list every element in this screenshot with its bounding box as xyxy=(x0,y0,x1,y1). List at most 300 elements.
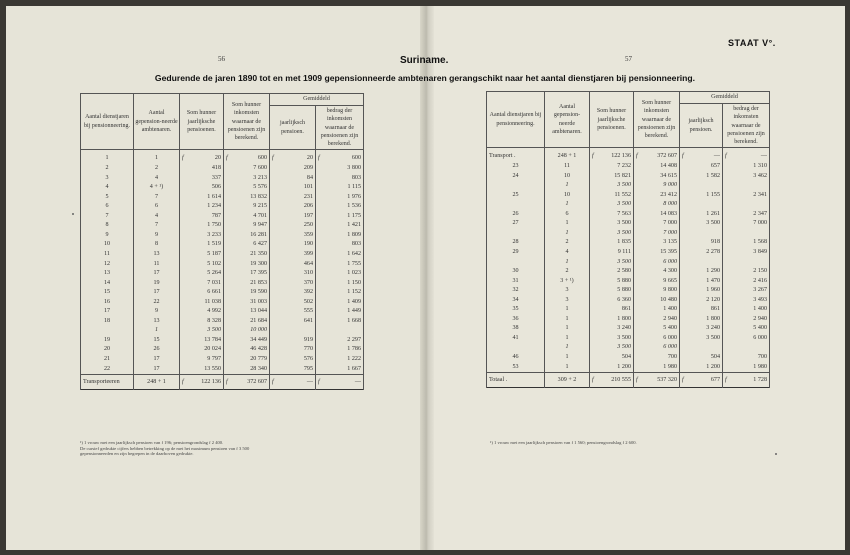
cell-inkomsten xyxy=(224,326,270,336)
cell-gem-pensioen-value: 502 xyxy=(303,298,313,305)
cell-ambtenaren-value: 17 xyxy=(153,289,160,296)
staat-label: STAAT V°. xyxy=(728,38,776,48)
cell-gem-pensioen-value: 1 960 xyxy=(706,287,720,294)
cell-gem-pensioen xyxy=(680,162,723,172)
cell-inkomsten xyxy=(634,172,680,182)
cell-inkomsten-value: 1 400 xyxy=(663,306,677,313)
cell-ambtenaren-value: 9 xyxy=(154,308,159,315)
cell-gem-inkomsten-value: 700 xyxy=(757,353,768,360)
table-row xyxy=(487,200,770,210)
cell-pensioenen-value: 3 500 xyxy=(617,220,631,227)
cell-pensioenen-value: 504 xyxy=(621,353,631,360)
footer-avg_income xyxy=(316,375,364,390)
cell-dienstjaren xyxy=(487,200,545,210)
cell-ambtenaren-value: 1 xyxy=(565,182,569,189)
cell-pensioenen-value: 1 234 xyxy=(207,203,221,210)
header-dienstjaren: Aantal dienstjaren bij pensionneering. xyxy=(487,92,545,148)
cell-pensioenen-value: 4 992 xyxy=(207,308,221,315)
cell-dienstjaren-value: 24 xyxy=(512,172,519,179)
cell-ambtenaren-value: 4 + ¹) xyxy=(149,184,164,191)
cell-dienstjaren-value: 27 xyxy=(512,220,519,227)
cell-gem-inkomsten xyxy=(316,288,364,298)
cell-gem-pensioen xyxy=(270,193,316,203)
cell-inkomsten-value: 31 003 xyxy=(250,298,267,305)
cell-inkomsten-value: 21 350 xyxy=(250,250,267,257)
cell-pensioenen xyxy=(590,258,634,268)
cell-gem-pensioen-value: 861 xyxy=(710,306,720,313)
table-row xyxy=(81,365,364,375)
cell-gem-inkomsten-value: 803 xyxy=(351,174,362,181)
cell-pensioenen-value: 6 360 xyxy=(617,296,631,303)
cell-gem-inkomsten xyxy=(723,286,770,296)
cell-inkomsten-value: 4 701 xyxy=(253,212,267,219)
cell-pensioenen xyxy=(590,277,634,287)
cell-gem-inkomsten xyxy=(723,296,770,306)
cell-gem-pensioen xyxy=(680,258,723,268)
cell-gem-inkomsten xyxy=(723,258,770,268)
cell-ambtenaren xyxy=(545,238,590,248)
cell-dienstjaren xyxy=(81,150,134,164)
cell-gem-inkomsten xyxy=(723,172,770,182)
cell-dienstjaren xyxy=(81,355,134,365)
cell-pensioenen-value: 20 xyxy=(214,155,221,162)
cell-inkomsten-value: 6 000 xyxy=(663,344,677,351)
cell-pensioenen xyxy=(590,210,634,220)
cell-ambtenaren-value: 7 xyxy=(154,193,159,200)
cell-pensioenen-value: 1 835 xyxy=(617,239,631,246)
table-row xyxy=(81,307,364,317)
cell-gem-inkomsten-value: 1 222 xyxy=(347,355,362,362)
cell-pensioenen-value: 5 102 xyxy=(207,260,221,267)
cell-ambtenaren-value: 15 xyxy=(153,336,160,343)
cell-pensioenen xyxy=(180,365,224,375)
cell-ambtenaren-value: 1 xyxy=(565,258,569,265)
cell-gem-inkomsten xyxy=(316,326,364,336)
cell-gem-pensioen-value: 197 xyxy=(303,212,313,219)
table-row xyxy=(81,326,364,336)
table-footer-row xyxy=(487,373,770,388)
cell-gem-pensioen xyxy=(680,238,723,248)
cell-pensioenen xyxy=(590,267,634,277)
page-subtitle: Gedurende de jaren 1890 tot en met 1909 gepensionneerde ambtenaren gerangschikt naar het aantal dienstjaren bij pensionneering. xyxy=(154,73,696,83)
cell-gem-pensioen-value: 795 xyxy=(303,365,313,372)
cell-gem-pensioen-value: 250 xyxy=(303,222,313,229)
cell-inkomsten xyxy=(224,355,270,365)
table-row xyxy=(81,317,364,327)
cell-inkomsten xyxy=(634,181,680,191)
cell-gem-inkomsten xyxy=(723,238,770,248)
cell-pensioenen-value: 3 500 xyxy=(617,182,631,189)
cell-gem-inkomsten-value: 5 400 xyxy=(753,325,768,332)
cell-dienstjaren xyxy=(487,148,545,162)
table-row xyxy=(487,363,770,373)
left-footnote-line: gepensionneerden en zijn begrepen in de daarboven gedrukte. xyxy=(80,451,194,457)
cell-pensioenen xyxy=(180,326,224,336)
cell-inkomsten xyxy=(224,336,270,346)
header-inkomsten: Som hunner inkomsten waarnaar de pensioenen zijn berekend. xyxy=(634,92,680,148)
cell-ambtenaren xyxy=(545,353,590,363)
cell-pensioenen-value: 13 784 xyxy=(204,336,221,343)
footer-income xyxy=(634,373,680,388)
cell-ambtenaren xyxy=(134,231,180,241)
currency-symbol: f xyxy=(682,153,684,160)
cell-inkomsten-value: 46 428 xyxy=(250,346,267,353)
cell-pensioenen xyxy=(590,162,634,172)
footer-count xyxy=(134,375,180,390)
cell-gem-inkomsten xyxy=(316,193,364,203)
cell-gem-inkomsten xyxy=(723,219,770,229)
table-row xyxy=(487,191,770,201)
cell-ambtenaren-value: 3 xyxy=(565,296,569,303)
currency-symbol: f xyxy=(682,377,684,384)
cell-pensioenen xyxy=(180,202,224,212)
cell-dienstjaren-value: 46 xyxy=(512,353,519,360)
cell-dienstjaren xyxy=(81,288,134,298)
cell-pensioenen-value: 6 661 xyxy=(207,289,221,296)
cell-pensioenen-value: 15 821 xyxy=(614,172,631,179)
cell-gem-pensioen xyxy=(270,307,316,317)
cell-ambtenaren-value: 2 xyxy=(565,239,569,246)
cell-dienstjaren xyxy=(487,219,545,229)
cell-gem-inkomsten-value: 1 809 xyxy=(347,231,362,238)
cell-gem-pensioen xyxy=(680,324,723,334)
cell-inkomsten xyxy=(634,191,680,201)
cell-ambtenaren-value: 1 xyxy=(565,201,569,208)
cell-gem-pensioen xyxy=(680,286,723,296)
cell-ambtenaren xyxy=(545,191,590,201)
cell-gem-inkomsten-value: 2 341 xyxy=(753,191,768,198)
cell-ambtenaren xyxy=(134,345,180,355)
table-row xyxy=(81,240,364,250)
cell-inkomsten-value: 6 000 xyxy=(663,258,677,265)
cell-ambtenaren xyxy=(545,343,590,353)
cell-inkomsten xyxy=(224,345,270,355)
cell-pensioenen-value: 7 563 xyxy=(617,210,631,217)
right-page-number: 57 xyxy=(625,55,632,63)
cell-inkomsten xyxy=(224,174,270,184)
cell-dienstjaren-value: 38 xyxy=(512,325,519,332)
currency-symbol: f xyxy=(272,155,274,162)
cell-gem-pensioen-value: 464 xyxy=(303,260,313,267)
table-row xyxy=(81,336,364,346)
cell-gem-inkomsten xyxy=(723,305,770,315)
table-row xyxy=(487,296,770,306)
cell-inkomsten-value: 3 135 xyxy=(663,239,677,246)
cell-inkomsten-value: 600 xyxy=(257,155,267,162)
cell-inkomsten xyxy=(224,365,270,375)
table-row xyxy=(487,305,770,315)
cell-gem-inkomsten-value: 1 421 xyxy=(347,222,362,229)
cell-pensioenen-value: 3 500 xyxy=(617,201,631,208)
cell-ambtenaren xyxy=(545,258,590,268)
cell-pensioenen-value: 5 264 xyxy=(207,270,221,277)
cell-ambtenaren xyxy=(545,210,590,220)
cell-pensioenen xyxy=(180,250,224,260)
cell-dienstjaren xyxy=(487,353,545,363)
left-page-number: 56 xyxy=(218,55,225,63)
cell-gem-pensioen xyxy=(680,172,723,182)
cell-dienstjaren xyxy=(81,212,134,222)
cell-dienstjaren-value: 8 xyxy=(105,222,109,229)
cell-inkomsten xyxy=(224,231,270,241)
cell-gem-pensioen xyxy=(270,250,316,260)
cell-inkomsten xyxy=(224,279,270,289)
cell-pensioenen-value: 2 580 xyxy=(617,268,631,275)
cell-gem-pensioen xyxy=(270,326,316,336)
cell-dienstjaren-value: 32 xyxy=(512,287,519,294)
cell-pensioenen xyxy=(590,305,634,315)
cell-gem-inkomsten xyxy=(723,277,770,287)
cell-gem-inkomsten-value: 2 297 xyxy=(347,336,362,343)
header-pensioenen: Som hunner jaarlijksche pensioenen. xyxy=(590,92,634,148)
cell-gem-pensioen-value: 2 120 xyxy=(706,296,720,303)
header-gemiddeld: Gemiddeld xyxy=(270,94,364,106)
cell-pensioenen xyxy=(590,315,634,325)
cell-inkomsten-value: 4 300 xyxy=(663,268,677,275)
cell-ambtenaren-value: 13 xyxy=(153,250,160,257)
header-gem-pensioen: jaarlijksch pensioen. xyxy=(680,104,723,148)
cell-gem-pensioen-value: 770 xyxy=(303,346,313,353)
cell-inkomsten-value: 2 940 xyxy=(663,315,677,322)
cell-gem-inkomsten xyxy=(316,174,364,184)
cell-gem-pensioen-value: 1 290 xyxy=(706,268,720,275)
currency-symbol: f xyxy=(226,379,228,386)
footer-income-value: 372 607 xyxy=(247,379,267,386)
header-pensioenen: Som hunner jaarlijksche pensioenen. xyxy=(180,94,224,150)
cell-inkomsten-value: 7 000 xyxy=(663,229,677,236)
page-speck xyxy=(72,213,74,215)
cell-gem-pensioen xyxy=(270,288,316,298)
cell-ambtenaren-value: 26 xyxy=(153,346,160,353)
cell-dienstjaren-value: 19 xyxy=(103,336,111,343)
cell-dienstjaren xyxy=(81,365,134,375)
cell-dienstjaren-value: 30 xyxy=(512,268,519,275)
cell-dienstjaren-value: 23 xyxy=(512,163,519,170)
cell-ambtenaren-value: 10 xyxy=(563,191,571,198)
cell-dienstjaren xyxy=(487,343,545,353)
cell-gem-pensioen-value: 657 xyxy=(710,163,720,170)
left-table-body xyxy=(81,150,364,390)
cell-inkomsten-value: 23 412 xyxy=(660,191,677,198)
cell-inkomsten xyxy=(224,298,270,308)
cell-inkomsten-value: 3 213 xyxy=(253,174,267,181)
cell-inkomsten xyxy=(634,296,680,306)
cell-pensioenen-value: 3 233 xyxy=(207,231,221,238)
table-row xyxy=(81,174,364,184)
cell-dienstjaren xyxy=(81,202,134,212)
table-row xyxy=(81,183,364,193)
cell-inkomsten xyxy=(224,288,270,298)
cell-ambtenaren xyxy=(545,248,590,258)
table-row xyxy=(487,219,770,229)
cell-dienstjaren xyxy=(487,210,545,220)
cell-inkomsten xyxy=(224,240,270,250)
cell-inkomsten xyxy=(224,307,270,317)
cell-ambtenaren-value: 1 xyxy=(565,344,569,351)
cell-gem-inkomsten-value: 1 755 xyxy=(347,260,362,267)
cell-gem-pensioen-value: 3 500 xyxy=(706,220,720,227)
cell-pensioenen-value: 1 800 xyxy=(617,315,631,322)
cell-gem-pensioen xyxy=(270,231,316,241)
cell-inkomsten-value: 13 044 xyxy=(250,308,267,315)
cell-ambtenaren xyxy=(545,286,590,296)
footer-count xyxy=(545,373,590,388)
cell-inkomsten xyxy=(224,193,270,203)
cell-inkomsten xyxy=(224,260,270,270)
cell-inkomsten-value: 20 779 xyxy=(250,355,267,362)
cell-pensioenen xyxy=(180,336,224,346)
table-row xyxy=(81,250,364,260)
cell-dienstjaren xyxy=(487,363,545,373)
cell-gem-pensioen-value: 919 xyxy=(303,336,313,343)
cell-pensioenen-value: 861 xyxy=(621,306,631,313)
header-gemiddeld: Gemiddeld xyxy=(680,92,770,104)
cell-gem-pensioen xyxy=(680,248,723,258)
cell-pensioenen-value: 3 240 xyxy=(617,325,631,332)
cell-ambtenaren xyxy=(134,307,180,317)
right-footnote-line: ¹) 1 vrouw met een jaarlijksch pensioen van f 1 560; pensioengrondslag f 2 600. xyxy=(490,440,637,445)
cell-gem-pensioen-value: 392 xyxy=(303,289,313,296)
cell-ambtenaren xyxy=(545,296,590,306)
cell-gem-inkomsten-value: 1 310 xyxy=(753,163,768,170)
cell-gem-pensioen xyxy=(680,334,723,344)
cell-gem-inkomsten-value: 803 xyxy=(351,241,362,248)
cell-inkomsten xyxy=(634,363,680,373)
cell-gem-inkomsten xyxy=(723,363,770,373)
cell-dienstjaren xyxy=(487,181,545,191)
cell-pensioenen xyxy=(590,353,634,363)
cell-pensioenen xyxy=(180,221,224,231)
cell-gem-inkomsten xyxy=(316,269,364,279)
footer-income-value: 537 320 xyxy=(657,377,677,384)
footer-income xyxy=(224,375,270,390)
cell-gem-inkomsten-value: 2 150 xyxy=(753,268,768,275)
currency-symbol: f xyxy=(226,155,228,162)
cell-inkomsten-value: 28 340 xyxy=(250,365,267,372)
cell-dienstjaren-value: 17 xyxy=(103,308,111,315)
cell-inkomsten xyxy=(224,212,270,222)
cell-inkomsten xyxy=(224,269,270,279)
cell-inkomsten xyxy=(634,248,680,258)
cell-pensioenen-value: 3 500 xyxy=(617,344,631,351)
cell-pensioenen xyxy=(180,231,224,241)
footer-pension xyxy=(590,373,634,388)
cell-gem-inkomsten-value: 1 400 xyxy=(753,306,768,313)
cell-ambtenaren-value: 17 xyxy=(153,270,160,277)
cell-dienstjaren-value: 6 xyxy=(105,203,109,210)
table-row xyxy=(81,260,364,270)
cell-pensioenen xyxy=(590,172,634,182)
cell-inkomsten-value: 34 615 xyxy=(660,172,677,179)
cell-gem-inkomsten-value: 3 462 xyxy=(753,172,768,179)
cell-ambtenaren xyxy=(134,365,180,375)
cell-ambtenaren xyxy=(545,181,590,191)
cell-inkomsten-value: 10 000 xyxy=(250,327,267,334)
cell-gem-pensioen xyxy=(270,317,316,327)
cell-gem-pensioen xyxy=(680,210,723,220)
cell-gem-pensioen-value: 209 xyxy=(303,165,313,172)
cell-gem-pensioen-value: 1 800 xyxy=(706,315,720,322)
cell-inkomsten xyxy=(634,353,680,363)
cell-pensioenen xyxy=(180,150,224,164)
cell-inkomsten xyxy=(634,267,680,277)
footer-label xyxy=(487,373,545,388)
cell-ambtenaren xyxy=(134,212,180,222)
cell-gem-inkomsten xyxy=(723,267,770,277)
table-row xyxy=(487,353,770,363)
cell-ambtenaren-value: 11 xyxy=(564,163,570,170)
cell-pensioenen xyxy=(180,212,224,222)
cell-pensioenen-value: 7 232 xyxy=(617,163,631,170)
cell-inkomsten-value: 14 408 xyxy=(660,163,677,170)
cell-gem-pensioen-value: 576 xyxy=(303,355,313,362)
cell-pensioenen xyxy=(180,317,224,327)
cell-dienstjaren xyxy=(487,248,545,258)
cell-ambtenaren-value: 11 xyxy=(153,260,160,267)
cell-ambtenaren-value: 1 xyxy=(565,334,569,341)
cell-inkomsten-value: 9 215 xyxy=(253,203,267,210)
cell-gem-inkomsten xyxy=(316,298,364,308)
table-row xyxy=(487,258,770,268)
cell-inkomsten xyxy=(634,286,680,296)
cell-dienstjaren xyxy=(487,162,545,172)
table-row xyxy=(81,193,364,203)
cell-ambtenaren xyxy=(545,324,590,334)
cell-inkomsten xyxy=(634,210,680,220)
cell-gem-pensioen xyxy=(680,229,723,239)
cell-gem-inkomsten-value: 2 347 xyxy=(753,210,768,217)
cell-gem-inkomsten-value: 1 980 xyxy=(753,363,768,370)
cell-ambtenaren xyxy=(134,193,180,203)
cell-gem-inkomsten-value: 3 493 xyxy=(753,296,768,303)
cell-pensioenen-value: 506 xyxy=(211,184,221,191)
footer-pension-value: 122 136 xyxy=(201,379,221,386)
cell-dienstjaren-value: 53 xyxy=(512,363,519,370)
cell-ambtenaren xyxy=(545,334,590,344)
cell-gem-pensioen-value: 20 xyxy=(306,155,313,162)
cell-dienstjaren-value: 26 xyxy=(512,210,519,217)
cell-gem-inkomsten-value: 600 xyxy=(351,155,362,162)
cell-inkomsten-value: 13 832 xyxy=(250,193,267,200)
footer-avg_income xyxy=(723,373,770,388)
table-row xyxy=(487,229,770,239)
cell-pensioenen xyxy=(180,288,224,298)
cell-gem-pensioen-value: 1 470 xyxy=(706,277,720,284)
cell-gem-inkomsten-value: 2 940 xyxy=(753,315,768,322)
footer-label-value: Totaal . xyxy=(489,377,508,384)
cell-gem-inkomsten-value: 1 175 xyxy=(347,212,362,219)
cell-ambtenaren xyxy=(134,298,180,308)
footer-count-value: 309 + 2 xyxy=(557,377,577,384)
table-row xyxy=(487,181,770,191)
cell-ambtenaren-value: 248 + 1 xyxy=(557,153,577,160)
cell-pensioenen xyxy=(590,363,634,373)
cell-ambtenaren-value: 3 xyxy=(565,287,569,294)
cell-gem-pensioen-value: 504 xyxy=(710,353,720,360)
cell-gem-pensioen-value: 84 xyxy=(306,174,313,181)
cell-ambtenaren-value: 13 xyxy=(153,317,160,324)
cell-pensioenen xyxy=(590,296,634,306)
cell-dienstjaren xyxy=(81,174,134,184)
cell-ambtenaren xyxy=(134,221,180,231)
cell-inkomsten-value: 9 947 xyxy=(253,222,267,229)
cell-dienstjaren xyxy=(81,298,134,308)
cell-gem-inkomsten-value: 1 150 xyxy=(347,279,362,286)
cell-pensioenen-value: 1 750 xyxy=(207,222,221,229)
right-footnote xyxy=(490,440,637,446)
cell-pensioenen xyxy=(180,164,224,174)
cell-gem-inkomsten xyxy=(316,231,364,241)
